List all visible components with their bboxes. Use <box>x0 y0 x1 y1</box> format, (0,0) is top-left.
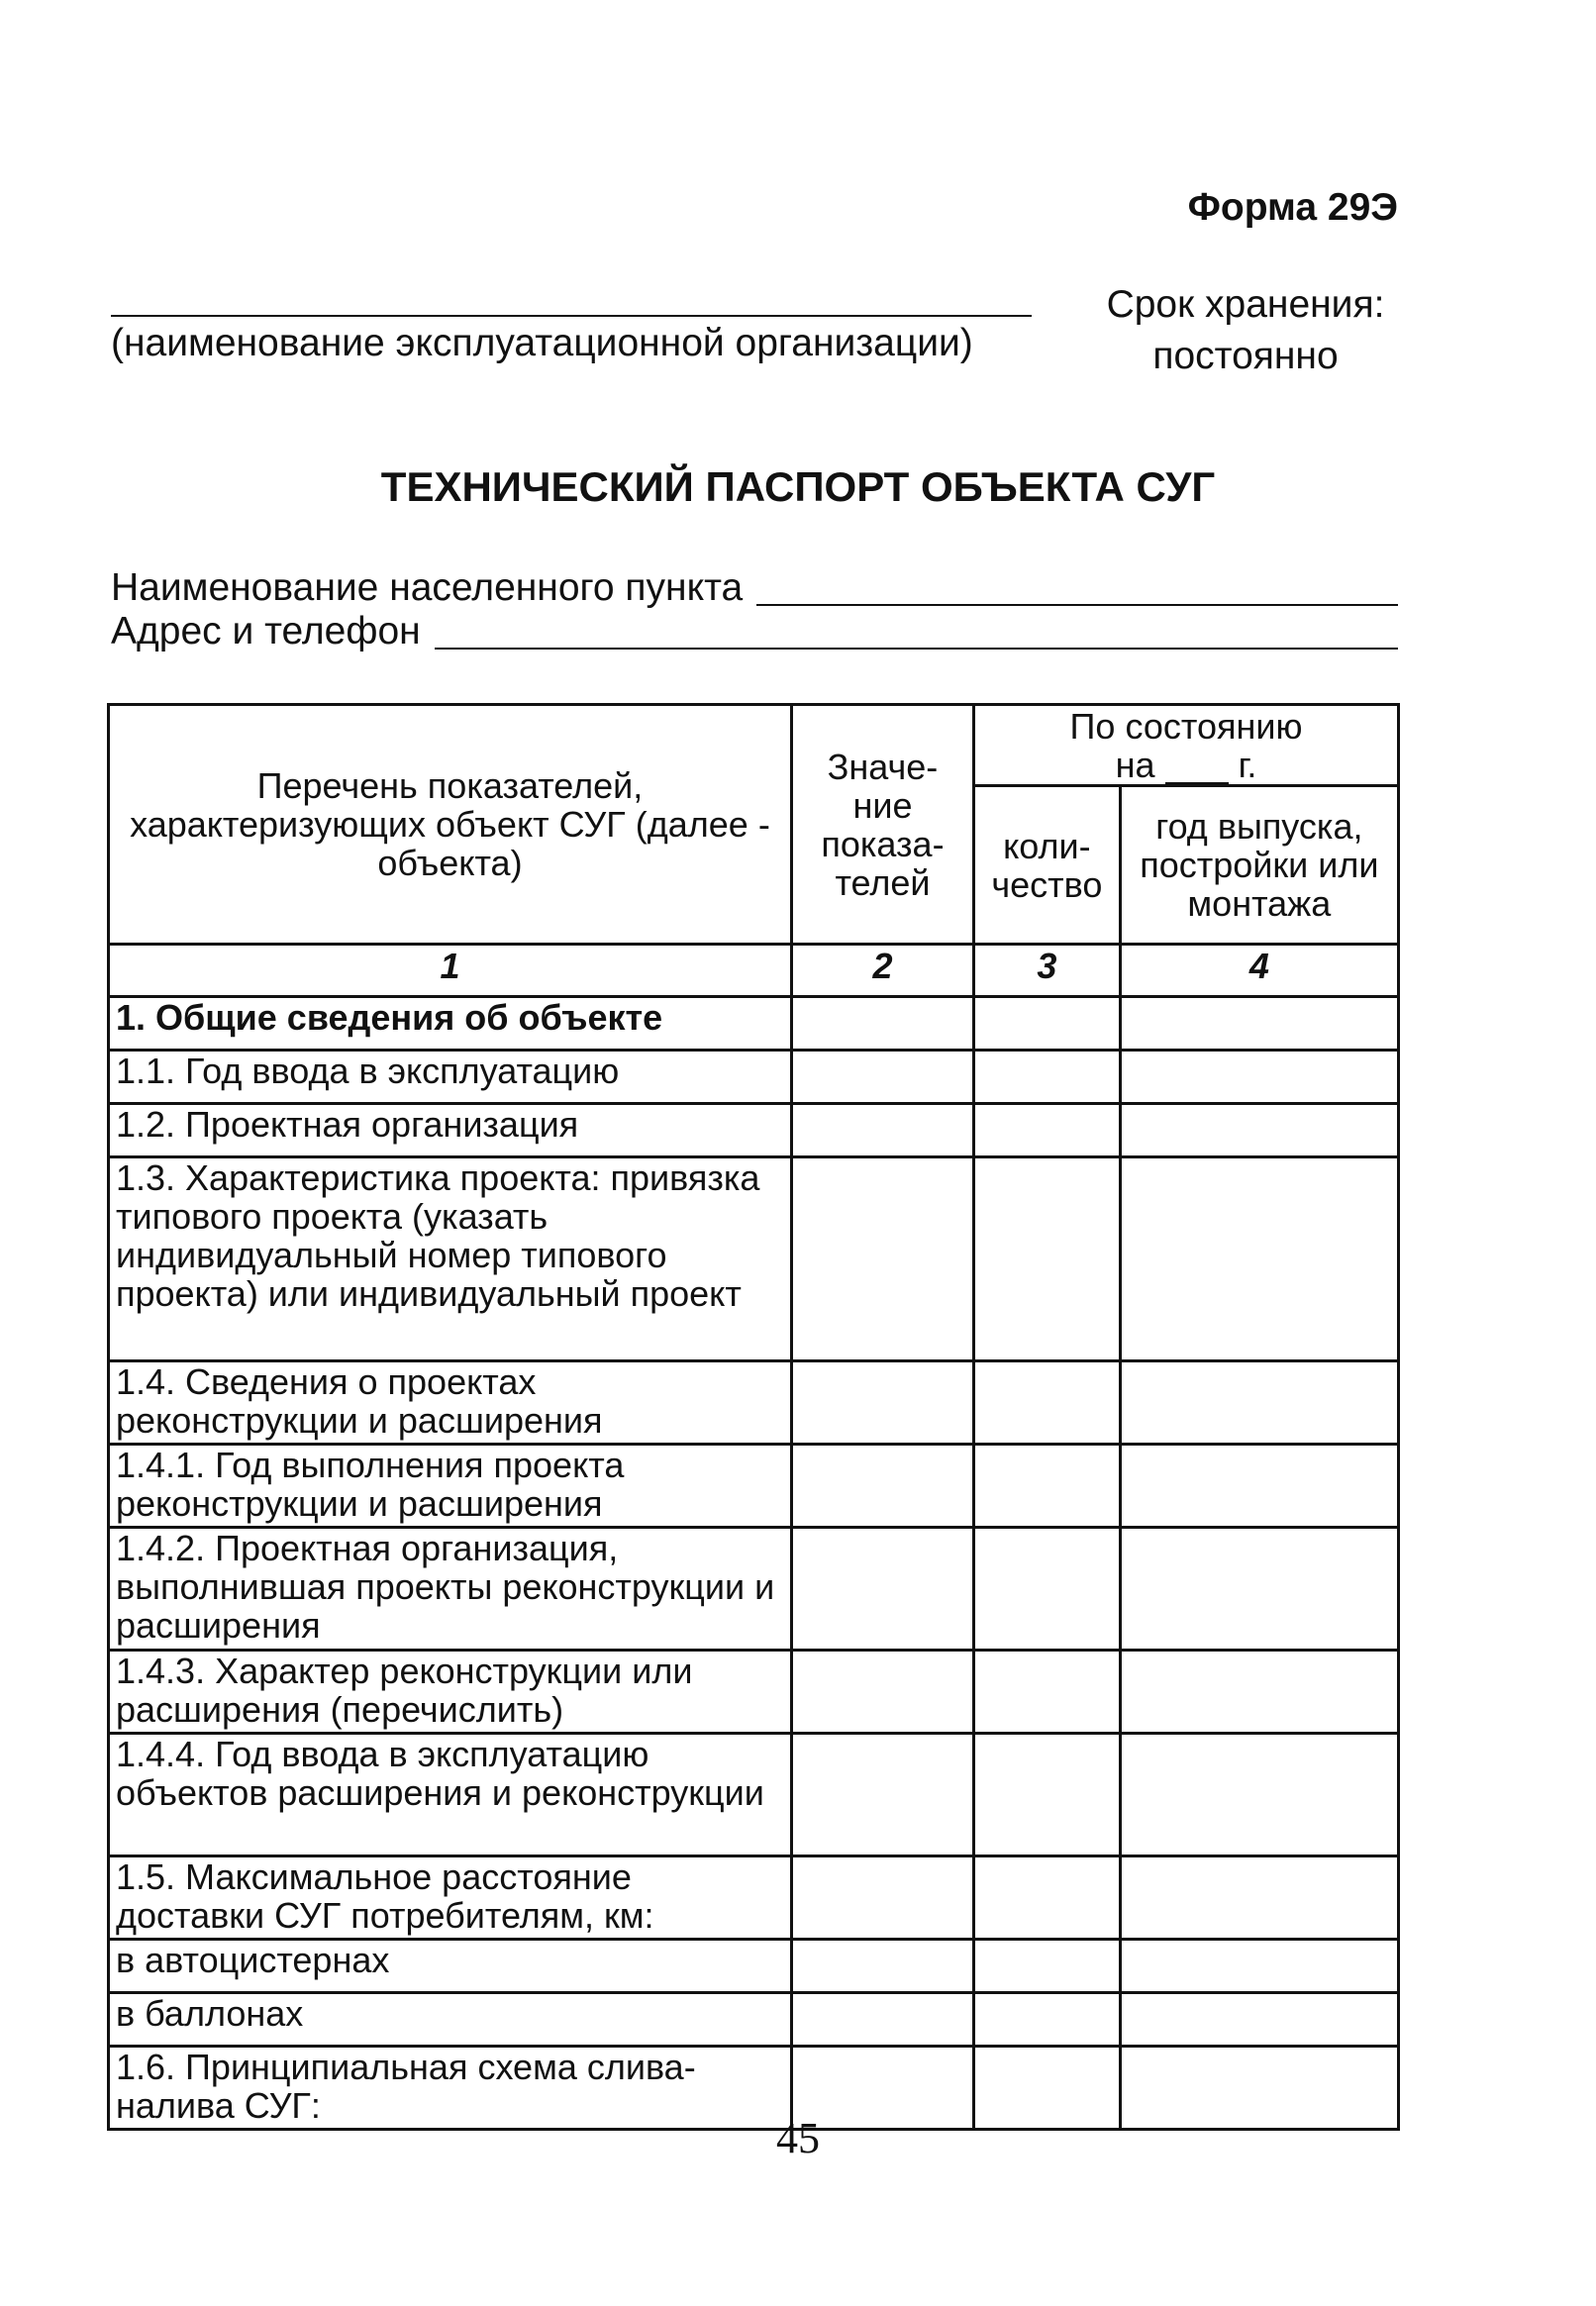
storage-period <box>1089 279 1402 382</box>
quantity-cell[interactable] <box>974 1157 1121 1361</box>
column-number: 4 <box>1120 945 1398 997</box>
row-label: 1.6. Принципиальная схема слива-налива СУГ: <box>109 2047 792 2130</box>
table-row <box>109 1993 1399 2047</box>
settlement-label: Наименование населенного пункта <box>111 566 744 609</box>
passport-table <box>107 703 1400 2131</box>
year-cell[interactable] <box>1120 1651 1398 1734</box>
year-cell[interactable] <box>1120 1051 1398 1104</box>
year-cell[interactable] <box>1120 1856 1398 1940</box>
table-row <box>109 1651 1399 1734</box>
value-cell[interactable] <box>791 1528 973 1651</box>
storage-label: Срок хранения: <box>1106 283 1385 326</box>
quantity-cell[interactable] <box>974 1651 1121 1734</box>
state-prefix: По состоянию <box>1069 705 1303 747</box>
table-row <box>109 1734 1399 1856</box>
quantity-cell[interactable] <box>974 997 1121 1051</box>
value-cell[interactable] <box>791 1651 973 1734</box>
state-on: на <box>1115 744 1155 785</box>
value-cell[interactable] <box>791 1361 973 1445</box>
organization-name-line <box>111 315 1032 317</box>
value-cell[interactable] <box>791 1051 973 1104</box>
year-cell[interactable] <box>1120 997 1398 1051</box>
value-cell[interactable] <box>791 1993 973 2047</box>
address-blank[interactable] <box>435 647 1398 650</box>
state-date <box>981 746 1391 784</box>
table-row <box>109 1445 1399 1528</box>
column-number: 1 <box>109 945 792 997</box>
quantity-cell[interactable] <box>974 1361 1121 1445</box>
state-year-suffix: г. <box>1238 744 1257 785</box>
year-cell[interactable] <box>1120 1157 1398 1361</box>
row-label: в автоцистернах <box>109 1940 792 1993</box>
table-row <box>109 1051 1399 1104</box>
row-label: 1.5. Максимальное расстояние доставки СУГ потребителям, км: <box>109 1856 792 1940</box>
quantity-cell[interactable] <box>974 1734 1121 1856</box>
page-number: 45 <box>776 2114 820 2162</box>
value-cell[interactable] <box>791 997 973 1051</box>
table-row <box>109 1856 1399 1940</box>
table-row <box>109 1157 1399 1361</box>
quantity-cell[interactable] <box>974 1856 1121 1940</box>
value-cell[interactable] <box>791 1940 973 1993</box>
year-cell[interactable] <box>1120 1993 1398 2047</box>
settlement-blank[interactable] <box>756 603 1398 606</box>
storage-value: постоянно <box>1152 335 1339 377</box>
address-field <box>111 610 1398 653</box>
header-state-as-of <box>974 705 1399 786</box>
value-cell[interactable] <box>791 1157 973 1361</box>
row-label: 1.4.4. Год ввода в эксплуатацию объектов расширения и реконструкции <box>109 1734 792 1856</box>
table-row <box>109 1361 1399 1445</box>
table-row <box>109 1528 1399 1651</box>
year-cell[interactable] <box>1120 1104 1398 1157</box>
row-label: 1.4.1. Год выполнения проекта реконструкции и расширения <box>109 1445 792 1528</box>
quantity-cell[interactable] <box>974 1051 1121 1104</box>
quantity-cell[interactable] <box>974 1528 1121 1651</box>
table-row <box>109 1940 1399 1993</box>
organization-caption: (наименование эксплуатационной организации) <box>111 322 973 364</box>
column-numbers-row <box>109 945 1399 997</box>
header-year: год выпуска, постройки или монтажа <box>1120 786 1398 945</box>
table-row <box>109 997 1399 1051</box>
settlement-field <box>111 566 1398 610</box>
row-label: 1.1. Год ввода в эксплуатацию <box>109 1051 792 1104</box>
address-label: Адрес и телефон <box>111 610 421 652</box>
row-label: 1.4. Сведения о проектах реконструкции и расширения <box>109 1361 792 1445</box>
row-label: в баллонах <box>109 1993 792 2047</box>
row-label: 1. Общие сведения об объекте <box>109 997 792 1051</box>
quantity-cell[interactable] <box>974 1993 1121 2047</box>
quantity-cell[interactable] <box>974 1104 1121 1157</box>
row-label: 1.4.3. Характер реконструкции или расширения (перечислить) <box>109 1651 792 1734</box>
value-cell[interactable] <box>791 1734 973 1856</box>
value-cell[interactable] <box>791 1445 973 1528</box>
header-indicators: Перечень показателей, характеризующих объект СУГ (далее - объекта) <box>109 705 792 945</box>
form-number: Форма 29Э <box>1187 186 1398 229</box>
header-quantity: коли-чество <box>974 786 1121 945</box>
quantity-cell[interactable] <box>974 1940 1121 1993</box>
column-number: 2 <box>791 945 973 997</box>
value-cell[interactable] <box>791 1104 973 1157</box>
header-values: Значе-ние показа-телей <box>791 705 973 945</box>
year-cell[interactable] <box>1120 1940 1398 1993</box>
row-label: 1.4.2. Проектная организация, выполнившая проекты реконструкции и расширения <box>109 1528 792 1651</box>
row-label: 1.3. Характеристика проекта: привязка типового проекта (указать индивидуальный номер типового проекта) или индивидуальный проект <box>109 1157 792 1361</box>
column-number: 3 <box>974 945 1121 997</box>
year-cell[interactable] <box>1120 1528 1398 1651</box>
table-row <box>109 1104 1399 1157</box>
year-cell[interactable] <box>1120 1361 1398 1445</box>
year-cell[interactable] <box>1120 1445 1398 1528</box>
quantity-cell[interactable] <box>974 1445 1121 1528</box>
year-cell[interactable] <box>1120 1734 1398 1856</box>
value-cell[interactable] <box>791 1856 973 1940</box>
state-date-blank[interactable] <box>1165 754 1229 784</box>
document-title: ТЕХНИЧЕСКИЙ ПАСПОРТ ОБЪЕКТА СУГ <box>380 463 1216 510</box>
row-label: 1.2. Проектная организация <box>109 1104 792 1157</box>
